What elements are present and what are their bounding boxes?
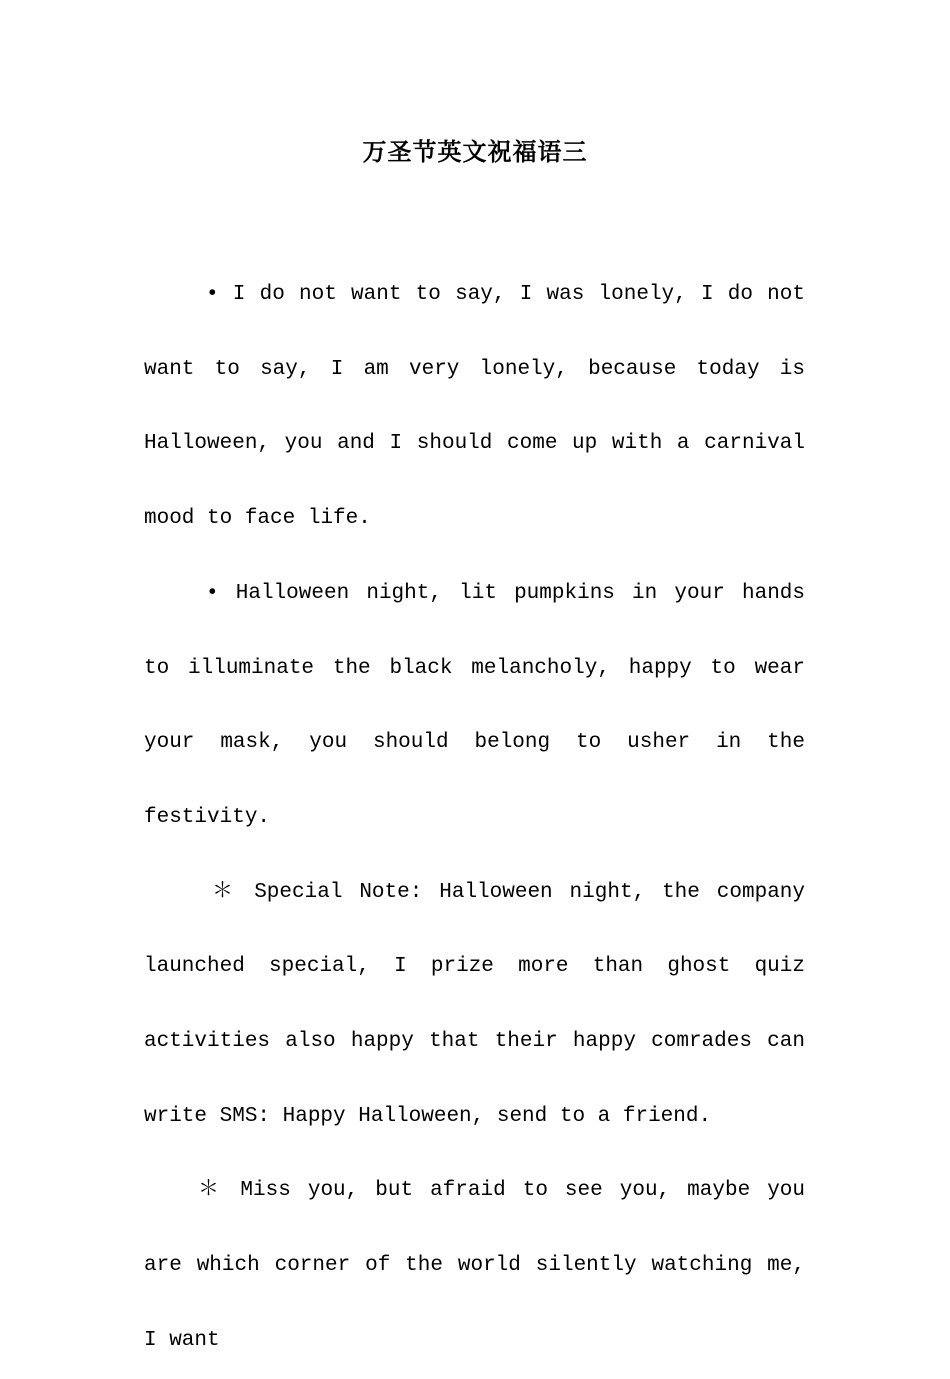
paragraph-1: • I do not want to say, I was lonely, I do not want to say, I am very lonely, because today is Halloween, you and I should come up with a carnival mood to face life.	[144, 283, 805, 531]
paragraph-4: ＊ Miss you, but afraid to see you, maybe you are which corner of the world silently watching me, I want	[144, 1179, 805, 1352]
document-title: 万圣节英文祝福语三	[362, 137, 588, 166]
document-body	[144, 258, 805, 1379]
paragraph-2: • Halloween night, lit pumpkins in your hands to illuminate the black melancholy, happy to wear your mask, you should belong to usher in the festivity.	[144, 581, 805, 829]
paragraph-3: ＊ Special Note: Halloween night, the company launched special, I prize more than ghost quiz activities also happy that their happy comrades can write SMS: Happy Halloween, send to a friend.	[144, 880, 805, 1128]
